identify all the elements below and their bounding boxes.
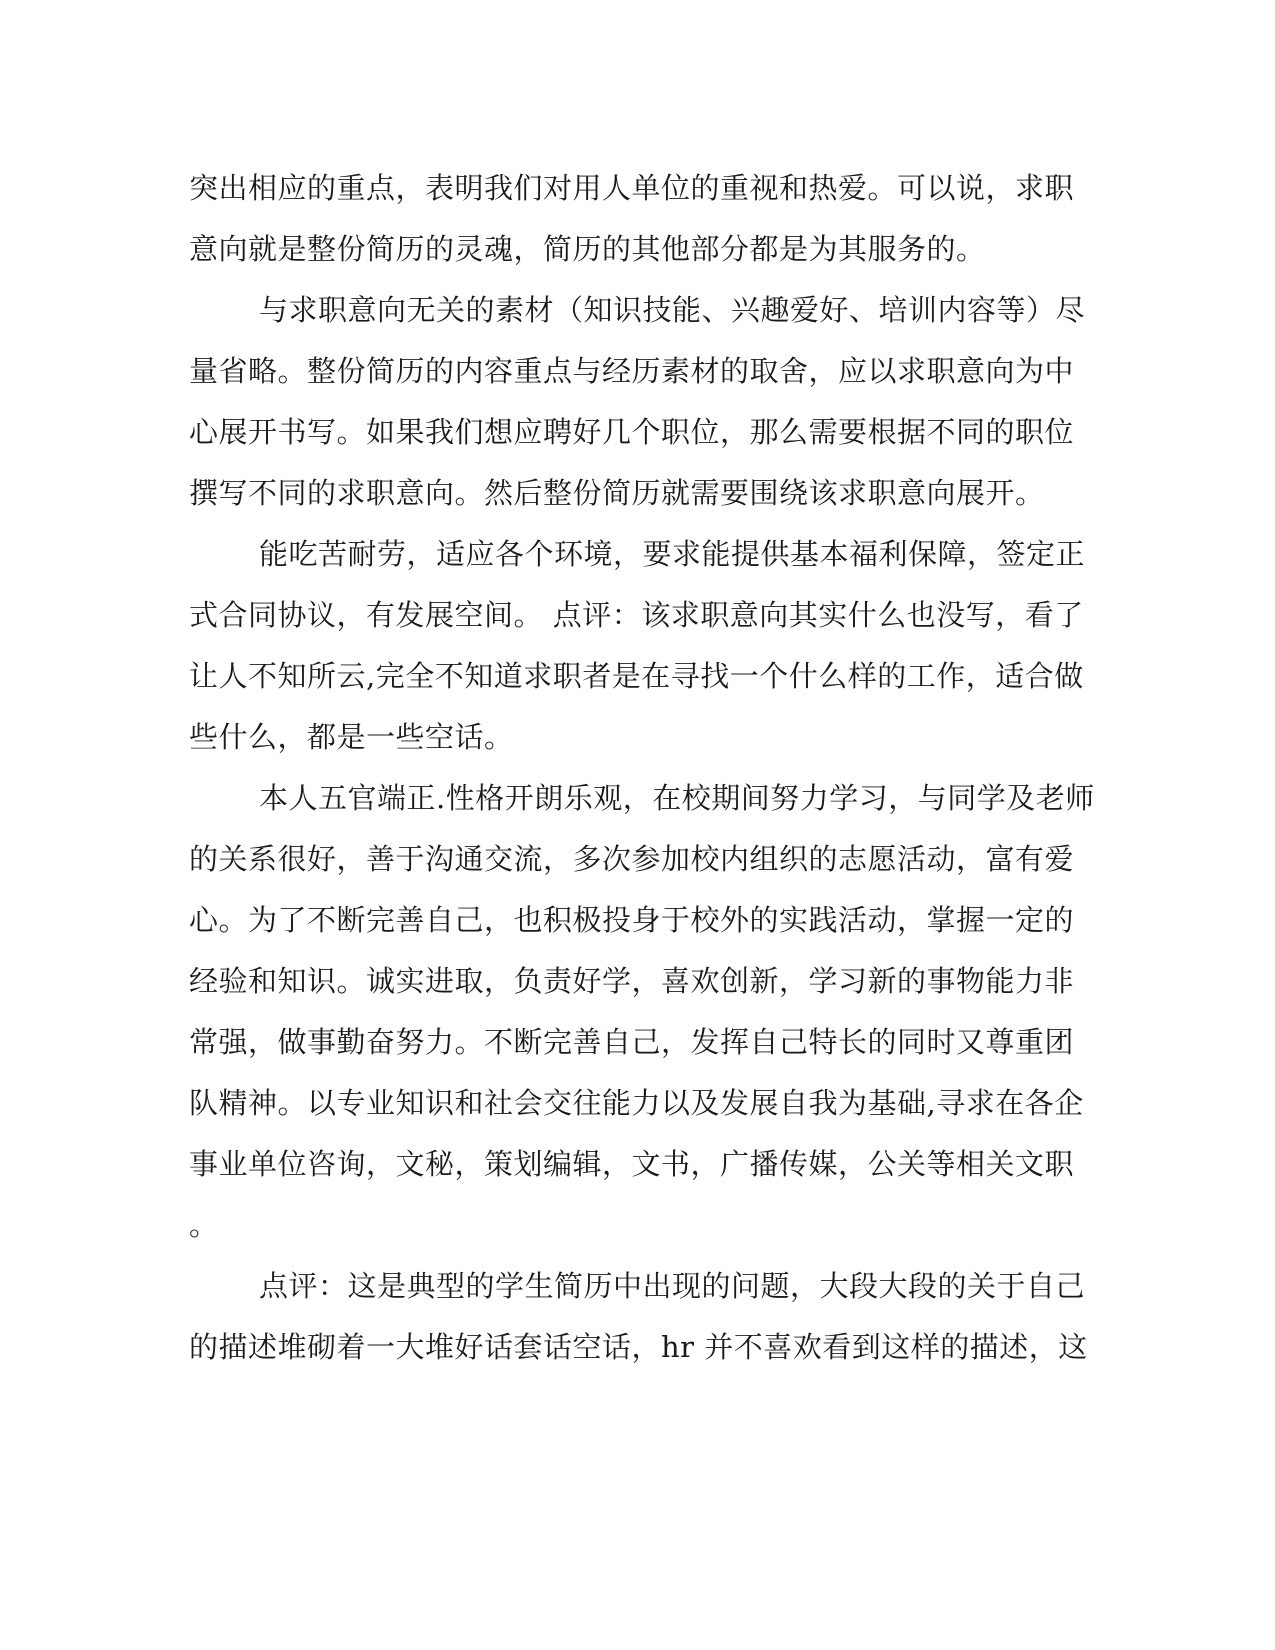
text-line: 。 bbox=[189, 1208, 219, 1242]
text-line: 些什么，都是一些空话。 bbox=[189, 720, 514, 754]
text-line: 经验和知识。诚实进取，负责好学，喜欢创新，学习新的事物能力非 bbox=[189, 964, 1075, 998]
text-line: 队精神。以专业知识和社会交往能力以及发展自我为基础,寻求在各企 bbox=[189, 1086, 1084, 1120]
text-line: 能吃苦耐劳，适应各个环境，要求能提供基本福利保障，签定正 bbox=[259, 537, 1086, 571]
text-line: 量省略。整份简历的内容重点与经历素材的取舍，应以求职意向为中 bbox=[189, 354, 1075, 388]
text-line: 的描述堆砌着一大堆好话套话空话，hr 并不喜欢看到这样的描述，这 bbox=[189, 1330, 1088, 1364]
text-line: 意向就是整份简历的灵魂，简历的其他部分都是为其服务的。 bbox=[189, 232, 986, 266]
text-line: 心展开书写。如果我们想应聘好几个职位，那么需要根据不同的职位 bbox=[189, 415, 1075, 449]
body-text bbox=[189, 158, 1095, 1378]
text-line: 的关系很好，善于沟通交流，多次参加校内组织的志愿活动，富有爱 bbox=[189, 842, 1075, 876]
text-line: 本人五官端正.性格开朗乐观，在校期间努力学习，与同学及老师 bbox=[259, 781, 1095, 815]
text-line: 撰写不同的求职意向。然后整份简历就需要围绕该求职意向展开。 bbox=[189, 476, 1045, 510]
text-line: 与求职意向无关的素材（知识技能、兴趣爱好、培训内容等）尽 bbox=[259, 293, 1086, 327]
text-line: 事业单位咨询，文秘，策划编辑，文书，广播传媒，公关等相关文职 bbox=[189, 1147, 1075, 1181]
text-line: 让人不知所云,完全不知道求职者是在寻找一个什么样的工作，适合做 bbox=[189, 659, 1084, 693]
text-line: 常强，做事勤奋努力。不断完善自己，发挥自己特长的同时又尊重团 bbox=[189, 1025, 1075, 1059]
text-line: 点评：这是典型的学生简历中出现的问题，大段大段的关于自己 bbox=[259, 1269, 1086, 1303]
text-line: 心。为了不断完善自己，也积极投身于校外的实践活动，掌握一定的 bbox=[189, 903, 1075, 937]
text-line: 突出相应的重点，表明我们对用人单位的重视和热爱。可以说，求职 bbox=[189, 171, 1075, 205]
text-line: 式合同协议，有发展空间。 点评：该求职意向其实什么也没写，看了 bbox=[189, 598, 1084, 632]
